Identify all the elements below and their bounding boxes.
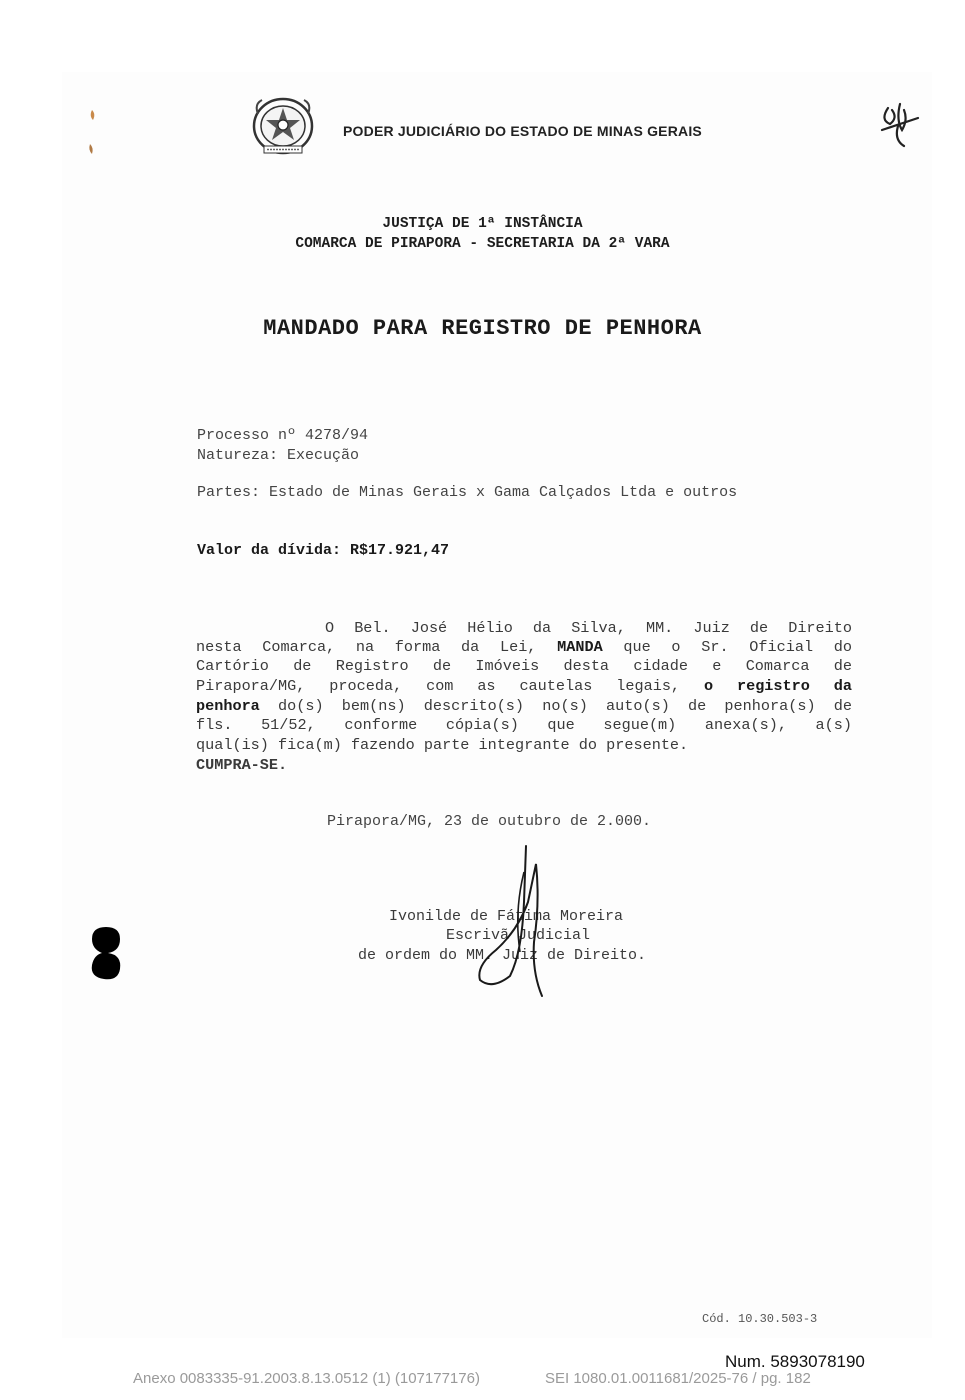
body-text: Pirapora/MG, proceda, com as cautelas legais, [196,677,704,695]
valor-label: Valor da dívida: [197,542,342,559]
coat-of-arms-seal [250,96,316,158]
body-text: que o Sr. Oficial do [602,638,852,656]
body-line-6: fls. 51/52, conforme cópia(s) que segue(m) anexa(s), a(s) [196,716,852,734]
place-date: Pirapora/MG, 23 de outubro de 2.000. [327,813,652,830]
institution-header: PODER JUDICIÁRIO DO ESTADO DE MINAS GERAIS [343,123,702,139]
body-text: do(s) bem(ns) descrito(s) no(s) auto(s) de penhora(s) de [259,697,852,715]
manda-keyword: MANDA [557,638,603,656]
handwritten-signature [470,842,560,1002]
natureza-field: Natureza: Execução [197,447,360,464]
signatory-name: Ivonilde de Fátima Moreira [389,908,624,925]
court-comarca: COMARCA DE PIRAPORA - SECRETARIA DA 2ª VARA [295,236,670,252]
document-title: MANDADO PARA REGISTRO DE PENHORA [263,316,702,341]
registro-keyword: o registro da [703,677,853,695]
body-line-3: Cartório de Registro de Imóveis desta cidade e Comarca de [196,657,852,675]
body-line-7: qual(is) fica(m) fazendo parte integrante do presente. [196,736,689,754]
body-line-1: O Bel. José Hélio da Silva, MM. Juiz de Direito [325,619,852,637]
valor-divida [197,542,449,559]
handwritten-initials [878,100,922,150]
form-code: Cód. 10.30.503-3 [702,1312,818,1326]
document-number: Num. 5893078190 [725,1352,865,1371]
body-line-4 [196,677,852,695]
body-line-2 [196,638,852,656]
partes-field: Partes: Estado de Minas Gerais x Gama Calçados Ltda e outros [197,484,738,501]
body-line-5 [196,697,852,715]
signatory-role: Escrivã Judicial [446,927,591,944]
court-instance: JUSTIÇA DE 1ª INSTÂNCIA [382,216,583,232]
sei-reference: SEI 1080.01.0011681/2025-76 / pg. 182 [545,1370,811,1387]
processo-field: Processo nº 4278/94 [197,427,369,444]
body-text: nesta Comarca, na forma da Lei, [196,638,558,656]
punch-hole-mark [88,925,124,981]
margin-marks [84,104,104,156]
valor-amount: R$17.921,47 [350,542,450,559]
signatory-order: de ordem do MM. Juiz de Direito. [358,947,647,964]
penhora-keyword: penhora [196,697,260,715]
annex-reference: Anexo 0083335-91.2003.8.13.0512 (1) (107177176) [133,1370,480,1387]
cumpra-se: CUMPRA-SE. [196,756,288,774]
